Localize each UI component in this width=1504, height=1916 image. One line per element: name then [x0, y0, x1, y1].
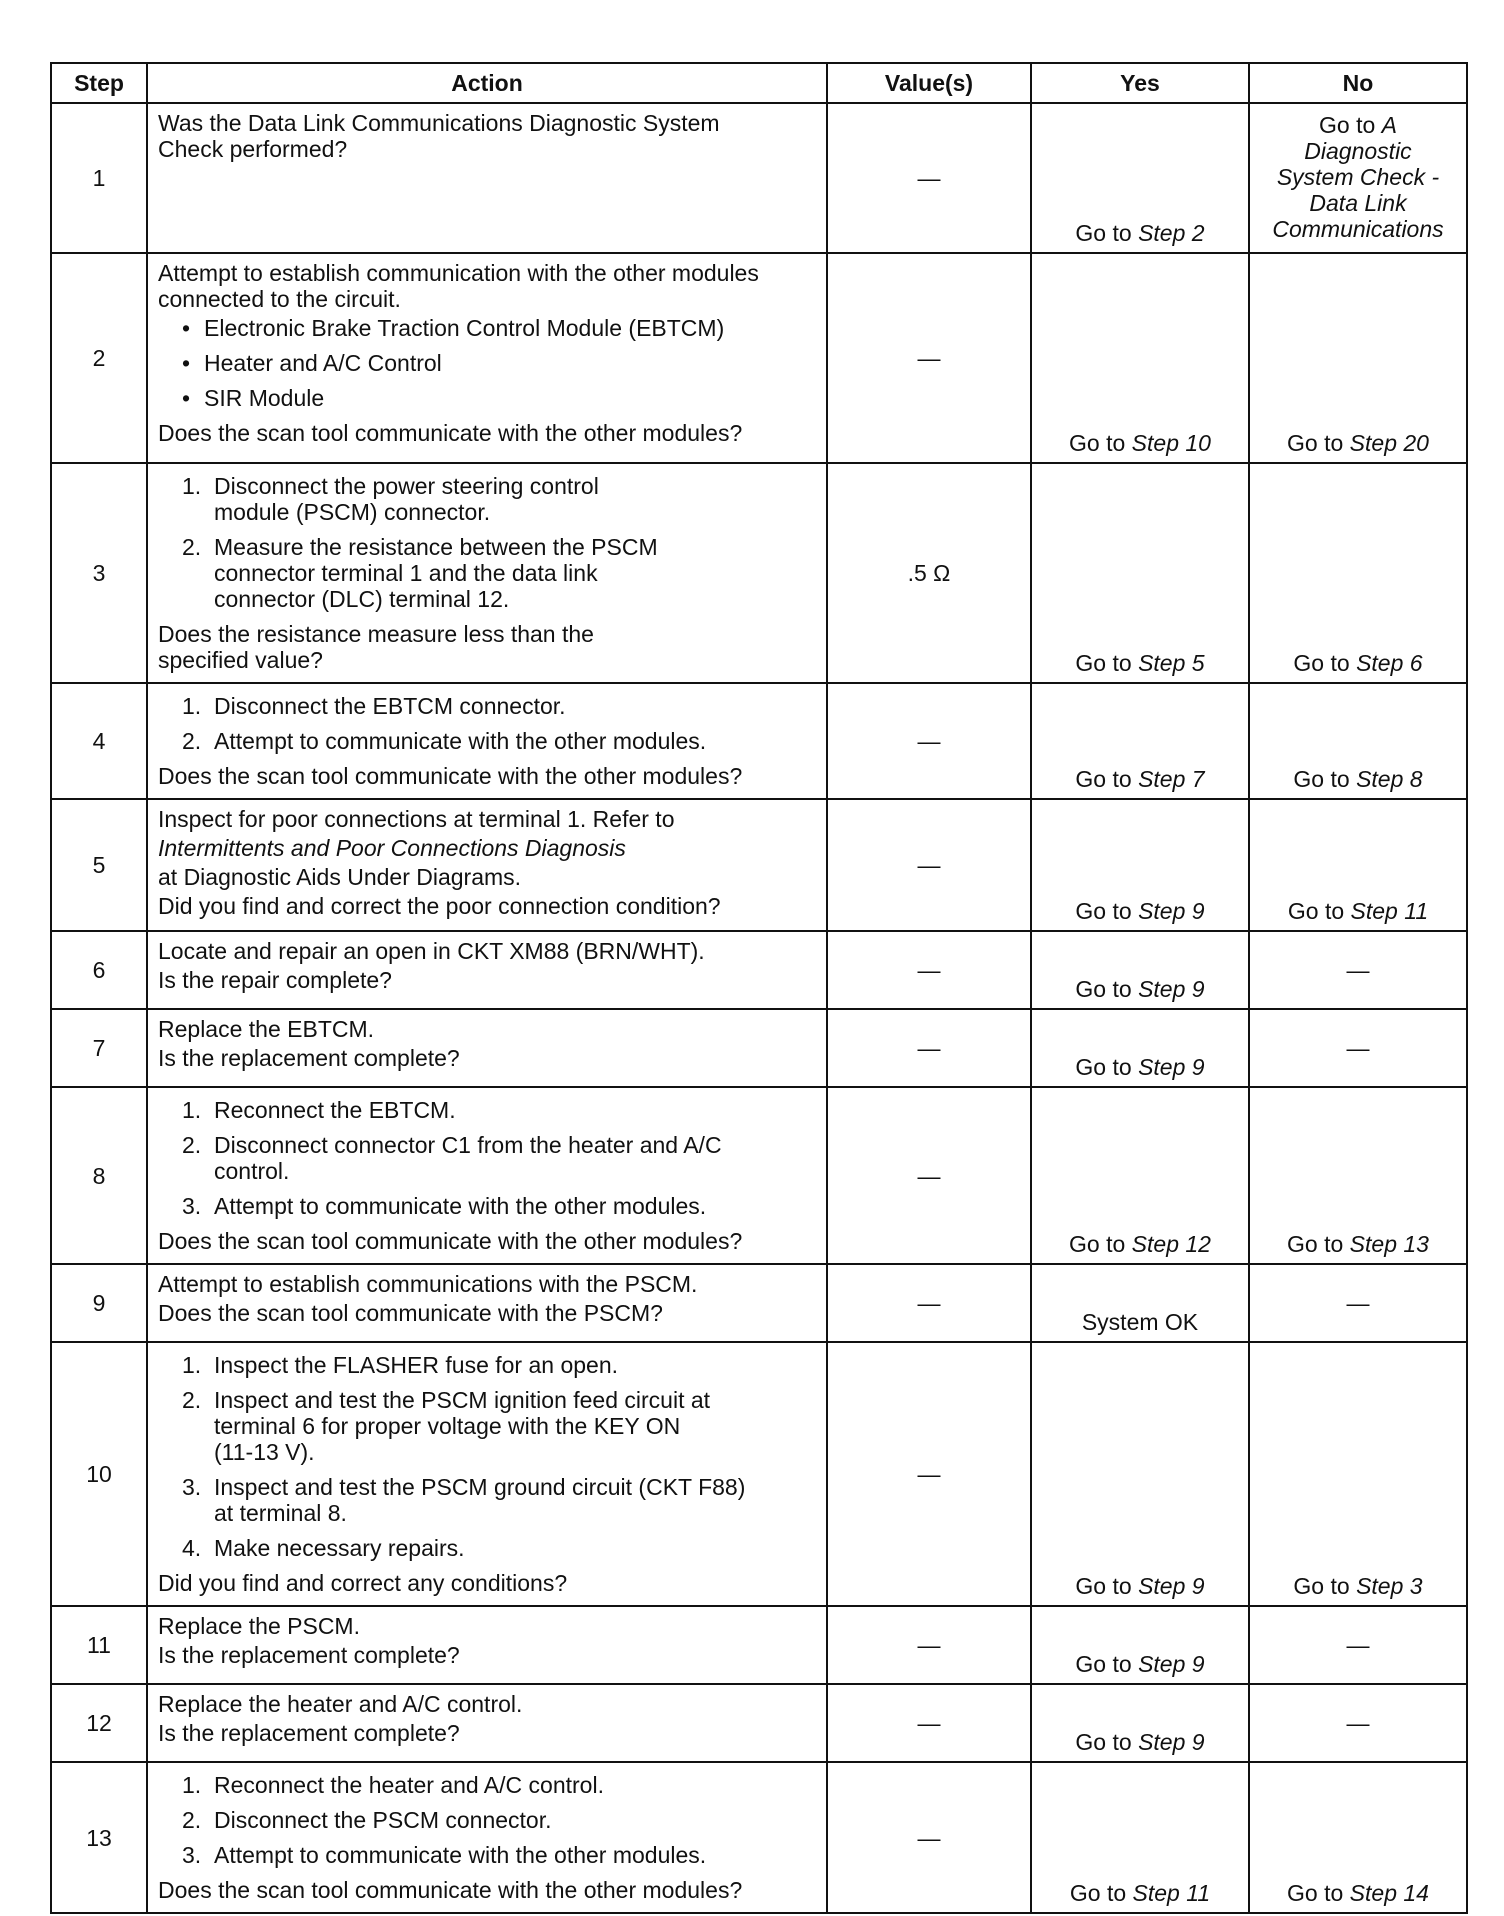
no-goto-prefix: Go to [1293, 1573, 1357, 1599]
procedure-step-number: 3. [182, 1193, 202, 1219]
no-cell [1249, 253, 1467, 463]
action-question: Does the scan tool communicate with the PSCM? [158, 1300, 663, 1326]
yes-step-link: Step 5 [1138, 650, 1205, 676]
yes-cell [1031, 799, 1249, 931]
procedure-step-text: Attempt to communicate with the other modules. [214, 1193, 707, 1219]
yes-cell [1031, 103, 1249, 253]
procedure-step-text: Make necessary repairs. [214, 1535, 465, 1561]
table-row [51, 253, 1467, 463]
procedure-step [158, 473, 818, 525]
no-cell [1249, 683, 1467, 799]
action-question: Did you find and correct the poor connection condition? [158, 893, 721, 919]
value-cell: — [827, 1009, 1031, 1087]
yes-step-link: Step 7 [1138, 766, 1205, 792]
yes-cell [1031, 931, 1249, 1009]
action-question: Did you find and correct any conditions? [158, 1570, 568, 1596]
table-row [51, 1606, 1467, 1684]
yes-step-link: Step 9 [1138, 1729, 1205, 1755]
step-number: 3 [51, 463, 147, 683]
procedure-list [158, 1097, 818, 1219]
yes-goto-prefix: Go to [1075, 1729, 1139, 1755]
value-cell: — [827, 1606, 1031, 1684]
action-intro: Was the Data Link Communications Diagnostic System Check performed? [158, 110, 720, 162]
no-text: — [1346, 1035, 1370, 1061]
no-step-link: Step 11 [1350, 898, 1429, 924]
no-goto-prefix: Go to [1319, 112, 1382, 138]
step-number: 4 [51, 683, 147, 799]
action-cell [147, 799, 827, 931]
procedure-step [158, 728, 818, 754]
table-row [51, 1009, 1467, 1087]
action-intro: Replace the EBTCM. [158, 1016, 375, 1042]
table-row [51, 683, 1467, 799]
header-row [51, 63, 1467, 103]
yes-cell [1031, 1009, 1249, 1087]
no-goto-prefix: Go to [1287, 1231, 1350, 1257]
no-cell [1249, 103, 1467, 253]
no-cell [1249, 1009, 1467, 1087]
no-cell [1249, 1342, 1467, 1606]
procedure-list [158, 693, 818, 754]
action-question: Is the replacement complete? [158, 1720, 460, 1746]
header-yes: Yes [1031, 63, 1249, 103]
procedure-step-text: Disconnect the PSCM connector. [214, 1807, 552, 1833]
action-question: Does the resistance measure less than the specified value? [158, 621, 594, 673]
step-number: 11 [51, 1606, 147, 1684]
action-cell [147, 1342, 827, 1606]
procedure-step-text: Disconnect the EBTCM connector. [214, 693, 566, 719]
no-cell [1249, 1762, 1467, 1913]
procedure-step-number: 1. [182, 693, 202, 719]
no-cell [1249, 931, 1467, 1009]
action-question: Does the scan tool communicate with the other modules? [158, 1877, 743, 1903]
no-text: — [1346, 1290, 1370, 1316]
no-text: — [1346, 957, 1370, 983]
action-question: Is the replacement complete? [158, 1642, 460, 1668]
procedure-step-number: 3. [182, 1474, 202, 1500]
diagnostic-table [50, 62, 1468, 1914]
action-question: Does the scan tool communicate with the other modules? [158, 420, 743, 446]
bullet-item: • Electronic Brake Traction Control Module (EBTCM) [182, 315, 818, 341]
yes-cell [1031, 1684, 1249, 1762]
yes-cell [1031, 1342, 1249, 1606]
no-step-link: A Diagnostic System Check - Data Link Communications [1272, 112, 1444, 242]
procedure-step-number: 2. [182, 728, 202, 754]
table-body [51, 103, 1467, 1913]
yes-step-link: Step 9 [1138, 976, 1205, 1002]
procedure-step-text: Attempt to communicate with the other modules. [214, 728, 707, 754]
no-text: — [1346, 1632, 1370, 1658]
yes-step-link: Step 11 [1132, 1880, 1211, 1906]
yes-cell [1031, 1606, 1249, 1684]
no-goto-prefix: Go to [1287, 1880, 1350, 1906]
value-cell: — [827, 683, 1031, 799]
procedure-step-text: Reconnect the EBTCM. [214, 1097, 456, 1123]
no-text: — [1346, 1710, 1370, 1736]
step-number: 13 [51, 1762, 147, 1913]
yes-step-link: Step 9 [1138, 1054, 1205, 1080]
yes-step-link: Step 9 [1138, 1573, 1205, 1599]
yes-step-link: Step 12 [1131, 1231, 1211, 1257]
header-values: Value(s) [827, 63, 1031, 103]
procedure-step-number: 1. [182, 1352, 202, 1378]
table-row [51, 1684, 1467, 1762]
step-number: 8 [51, 1087, 147, 1264]
procedure-step [158, 1807, 818, 1833]
action-reference: Intermittents and Poor Connections Diagnosis [158, 835, 626, 861]
value-cell: — [827, 1342, 1031, 1606]
procedure-step [158, 1535, 818, 1561]
procedure-step-text: Measure the resistance between the PSCM connector terminal 1 and the data link connector (DLC) terminal 12. [214, 534, 658, 612]
action-intro: Replace the PSCM. [158, 1613, 360, 1639]
yes-goto-prefix: Go to [1069, 1231, 1132, 1257]
action-question: Does the scan tool communicate with the other modules? [158, 1228, 743, 1254]
action-cell [147, 253, 827, 463]
yes-goto-prefix: Go to [1075, 1054, 1139, 1080]
procedure-step [158, 1132, 818, 1184]
no-cell [1249, 463, 1467, 683]
no-cell [1249, 1606, 1467, 1684]
no-step-link: Step 8 [1356, 766, 1423, 792]
table-row [51, 463, 1467, 683]
procedure-step-text: Inspect the FLASHER fuse for an open. [214, 1352, 619, 1378]
value-cell: — [827, 1087, 1031, 1264]
yes-goto-prefix: Go to [1069, 1880, 1133, 1906]
action-question: Is the replacement complete? [158, 1045, 460, 1071]
yes-cell [1031, 253, 1249, 463]
step-number: 6 [51, 931, 147, 1009]
bullet-list [158, 315, 818, 411]
table-row [51, 1264, 1467, 1342]
action-cell [147, 1606, 827, 1684]
action-intro: Locate and repair an open in CKT XM88 (BRN/WHT). [158, 938, 705, 964]
procedure-step [158, 1474, 818, 1526]
procedure-step-text: Reconnect the heater and A/C control. [214, 1772, 604, 1798]
header-action: Action [147, 63, 827, 103]
bullet-item: • SIR Module [182, 385, 818, 411]
value-cell: — [827, 931, 1031, 1009]
no-goto-prefix: Go to [1293, 650, 1357, 676]
procedure-step-number: 2. [182, 534, 202, 560]
action-cell [147, 103, 827, 253]
action-cell [147, 1762, 827, 1913]
procedure-step-text: Disconnect the power steering control module (PSCM) connector. [214, 473, 599, 525]
yes-goto-prefix: Go to [1075, 1573, 1139, 1599]
yes-goto-prefix: Go to [1075, 898, 1139, 924]
yes-goto-prefix: Go to [1075, 220, 1139, 246]
procedure-step-number: 2. [182, 1132, 202, 1158]
step-number: 2 [51, 253, 147, 463]
action-intro: Inspect for poor connections at terminal 1. Refer to [158, 806, 675, 832]
procedure-step [158, 1387, 818, 1465]
step-number: 1 [51, 103, 147, 253]
no-step-link: Step 14 [1349, 1880, 1429, 1906]
procedure-step-text: Disconnect connector C1 from the heater and A/C control. [214, 1132, 722, 1184]
step-number: 10 [51, 1342, 147, 1606]
action-cell [147, 931, 827, 1009]
table-row [51, 1762, 1467, 1913]
procedure-step-number: 3. [182, 1842, 202, 1868]
procedure-list [158, 473, 818, 612]
procedure-step-number: 1. [182, 1097, 202, 1123]
yes-step-link: Step 9 [1138, 1651, 1205, 1677]
action-cell [147, 1087, 827, 1264]
action-question: Does the scan tool communicate with the other modules? [158, 763, 743, 789]
procedure-step-number: 4. [182, 1535, 202, 1561]
step-number: 12 [51, 1684, 147, 1762]
action-intro-cont: at Diagnostic Aids Under Diagrams. [158, 864, 522, 890]
yes-step-link: Step 2 [1138, 220, 1205, 246]
procedure-step [158, 1352, 818, 1378]
action-cell [147, 1264, 827, 1342]
value-cell: — [827, 103, 1031, 253]
yes-goto-prefix: Go to [1069, 430, 1132, 456]
procedure-step-text: Inspect and test the PSCM ignition feed circuit at terminal 6 for proper voltage with the KEY ON (11-13 V). [214, 1387, 711, 1465]
header-step: Step [51, 63, 147, 103]
procedure-step-text: Inspect and test the PSCM ground circuit (CKT F88) at terminal 8. [214, 1474, 746, 1526]
procedure-list [158, 1772, 818, 1868]
no-goto-prefix: Go to [1287, 430, 1350, 456]
value-cell: — [827, 799, 1031, 931]
procedure-step-number: 2. [182, 1387, 202, 1413]
procedure-step-number: 1. [182, 1772, 202, 1798]
procedure-step [158, 534, 818, 612]
yes-goto-prefix: Go to [1075, 766, 1139, 792]
yes-cell [1031, 1087, 1249, 1264]
yes-step-link: Step 9 [1138, 898, 1205, 924]
yes-goto-prefix: Go to [1075, 1651, 1139, 1677]
no-step-link: Step 13 [1349, 1231, 1429, 1257]
procedure-list [158, 1352, 818, 1561]
value-cell: — [827, 1762, 1031, 1913]
no-cell [1249, 1264, 1467, 1342]
action-intro: Replace the heater and A/C control. [158, 1691, 523, 1717]
yes-cell [1031, 683, 1249, 799]
table-row [51, 931, 1467, 1009]
yes-goto-prefix: Go to [1075, 650, 1139, 676]
yes-cell [1031, 1264, 1249, 1342]
action-cell [147, 1684, 827, 1762]
value-cell: .5 Ω [827, 463, 1031, 683]
action-intro: Attempt to establish communication with the other modules connected to the circuit. [158, 260, 759, 312]
yes-cell [1031, 463, 1249, 683]
action-cell [147, 463, 827, 683]
no-step-link: Step 6 [1356, 650, 1423, 676]
no-goto-prefix: Go to [1287, 898, 1351, 924]
yes-text: System OK [1081, 1309, 1199, 1335]
procedure-step-number: 1. [182, 473, 202, 499]
action-question: Is the repair complete? [158, 967, 392, 993]
yes-cell [1031, 1762, 1249, 1913]
table-header [51, 63, 1467, 103]
step-number: 5 [51, 799, 147, 931]
yes-step-link: Step 10 [1131, 430, 1211, 456]
no-step-link: Step 20 [1349, 430, 1429, 456]
procedure-step-text: Attempt to communicate with the other modules. [214, 1842, 707, 1868]
no-cell [1249, 1684, 1467, 1762]
table-row [51, 1087, 1467, 1264]
table-row [51, 103, 1467, 253]
value-cell: — [827, 253, 1031, 463]
action-cell [147, 683, 827, 799]
bullet-item: • Heater and A/C Control [182, 350, 818, 376]
no-goto-prefix: Go to [1293, 766, 1357, 792]
no-cell [1249, 1087, 1467, 1264]
procedure-step [158, 693, 818, 719]
header-no: No [1249, 63, 1467, 103]
procedure-step [158, 1842, 818, 1868]
value-cell: — [827, 1264, 1031, 1342]
yes-goto-prefix: Go to [1075, 976, 1139, 1002]
procedure-step [158, 1097, 818, 1123]
table-row [51, 799, 1467, 931]
step-number: 7 [51, 1009, 147, 1087]
no-cell [1249, 799, 1467, 931]
procedure-step-number: 2. [182, 1807, 202, 1833]
no-step-link: Step 3 [1356, 1573, 1423, 1599]
procedure-step [158, 1772, 818, 1798]
step-number: 9 [51, 1264, 147, 1342]
action-cell [147, 1009, 827, 1087]
procedure-step [158, 1193, 818, 1219]
action-intro: Attempt to establish communications with the PSCM. [158, 1271, 698, 1297]
value-cell: — [827, 1684, 1031, 1762]
table-row [51, 1342, 1467, 1606]
